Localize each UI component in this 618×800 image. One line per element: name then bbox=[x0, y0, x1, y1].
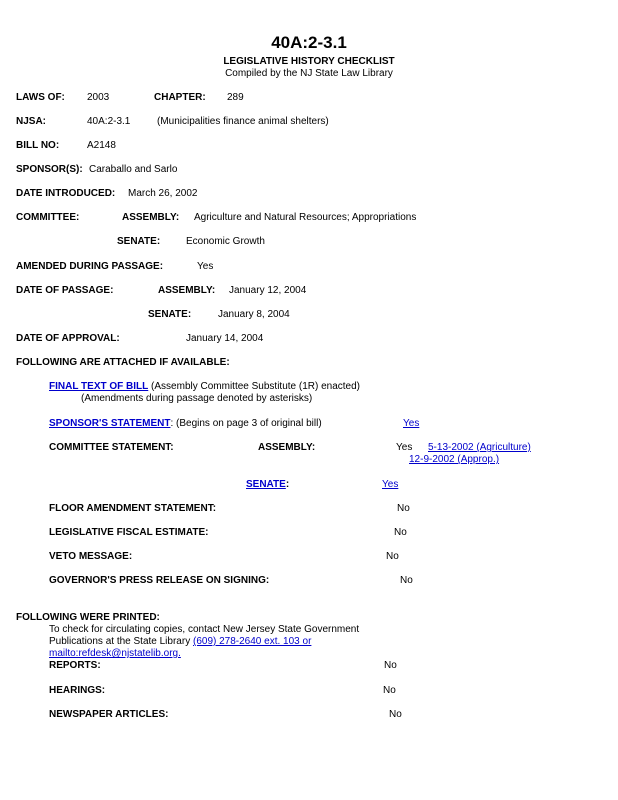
passage-senate-value: January 8, 2004 bbox=[218, 309, 290, 320]
sponsors-label: SPONSOR(S): bbox=[16, 164, 83, 175]
compiled-by: Compiled by the NJ State Law Library bbox=[225, 68, 393, 79]
attached-heading: FOLLOWING ARE ATTACHED IF AVAILABLE: bbox=[16, 357, 230, 368]
floor-amendment-value: No bbox=[397, 503, 410, 514]
printed-note-line1: To check for circulating copies, contact New Jersey State Government bbox=[49, 624, 360, 635]
hearings-value: No bbox=[383, 685, 396, 696]
printed-note-prefix: Publications at the State Library bbox=[49, 636, 193, 647]
amended-value: Yes bbox=[197, 261, 214, 272]
committee-senate-link[interactable]: SENATE bbox=[246, 479, 286, 490]
date-introduced-value: March 26, 2002 bbox=[128, 188, 198, 199]
passage-senate-label: SENATE: bbox=[148, 309, 192, 320]
fiscal-estimate-value: No bbox=[394, 527, 407, 538]
committee-statement-senate-row bbox=[246, 479, 289, 491]
date-of-passage-label: DATE OF PASSAGE: bbox=[16, 285, 114, 296]
committee-senate-value: Economic Growth bbox=[186, 236, 265, 247]
printed-note-line2 bbox=[49, 636, 311, 648]
final-text-note2: (Amendments during passage denoted by asterisks) bbox=[81, 393, 313, 404]
passage-assembly-label: ASSEMBLY: bbox=[158, 285, 216, 296]
committee-statement-assembly-value: Yes bbox=[396, 442, 413, 453]
reports-value: No bbox=[384, 660, 397, 671]
bill-no-value: A2148 bbox=[87, 140, 116, 151]
press-release-value: No bbox=[400, 575, 413, 586]
njsa-value: 40A:2-3.1 bbox=[87, 116, 131, 127]
amended-label: AMENDED DURING PASSAGE: bbox=[16, 261, 164, 272]
laws-of-label: LAWS OF: bbox=[16, 92, 65, 103]
njsa-description: (Municipalities finance animal shelters) bbox=[157, 116, 329, 127]
committee-statement-label: COMMITTEE STATEMENT: bbox=[49, 442, 174, 453]
page-title: 40A:2-3.1 bbox=[271, 33, 347, 52]
committee-statement-assembly-label: ASSEMBLY: bbox=[258, 442, 316, 453]
committee-senate-colon: : bbox=[285, 479, 290, 490]
final-text-note: (Assembly Committee Substitute (1R) enacted) bbox=[151, 381, 361, 392]
date-of-approval-value: January 14, 2004 bbox=[186, 333, 264, 344]
floor-amendment-label: FLOOR AMENDMENT STATEMENT: bbox=[49, 503, 217, 514]
date-introduced-label: DATE INTRODUCED: bbox=[16, 188, 116, 199]
sponsors-value: Caraballo and Sarlo bbox=[89, 164, 178, 175]
chapter-label: CHAPTER: bbox=[154, 92, 206, 103]
printed-heading: FOLLOWING WERE PRINTED: bbox=[16, 612, 160, 623]
veto-value: No bbox=[386, 551, 399, 562]
hearings-label: HEARINGS: bbox=[49, 685, 106, 696]
committee-senate-label: SENATE: bbox=[117, 236, 161, 247]
phone-link[interactable]: (609) 278-2640 ext. 103 or bbox=[192, 636, 312, 647]
final-text-row bbox=[49, 381, 360, 393]
press-release-label: GOVERNOR'S PRESS RELEASE ON SIGNING: bbox=[49, 575, 270, 586]
newspaper-value: No bbox=[389, 709, 402, 720]
reports-label: REPORTS: bbox=[49, 660, 101, 671]
njsa-label: NJSA: bbox=[16, 116, 47, 127]
committee-assembly-value: Agriculture and Natural Resources; Appropriations bbox=[194, 212, 417, 223]
email-link[interactable]: mailto:refdesk@njstatelib.org. bbox=[49, 648, 181, 659]
final-text-link[interactable]: FINAL TEXT OF BILL bbox=[49, 381, 149, 392]
committee-assembly-label: ASSEMBLY: bbox=[122, 212, 180, 223]
sponsor-statement-yes-link[interactable]: Yes bbox=[403, 418, 420, 429]
veto-label: VETO MESSAGE: bbox=[49, 551, 133, 562]
laws-of-value: 2003 bbox=[87, 92, 110, 103]
committee-senate-yes-link[interactable]: Yes bbox=[382, 479, 399, 490]
newspaper-label: NEWSPAPER ARTICLES: bbox=[49, 709, 169, 720]
passage-assembly-value: January 12, 2004 bbox=[229, 285, 307, 296]
sponsor-statement-note: : (Begins on page 3 of original bill) bbox=[170, 418, 322, 429]
committee-agriculture-link[interactable]: 5-13-2002 (Agriculture) bbox=[428, 442, 531, 453]
committee-approp-link[interactable]: 12-9-2002 (Approp.) bbox=[409, 454, 500, 465]
sponsor-statement-row bbox=[49, 418, 322, 430]
page-subtitle: LEGISLATIVE HISTORY CHECKLIST bbox=[223, 56, 395, 67]
sponsor-statement-link[interactable]: SPONSOR'S STATEMENT bbox=[49, 418, 171, 429]
bill-no-label: BILL NO: bbox=[16, 140, 60, 151]
chapter-value: 289 bbox=[227, 92, 244, 103]
committee-label: COMMITTEE: bbox=[16, 212, 80, 223]
date-of-approval-label: DATE OF APPROVAL: bbox=[16, 333, 120, 344]
fiscal-estimate-label: LEGISLATIVE FISCAL ESTIMATE: bbox=[49, 527, 209, 538]
